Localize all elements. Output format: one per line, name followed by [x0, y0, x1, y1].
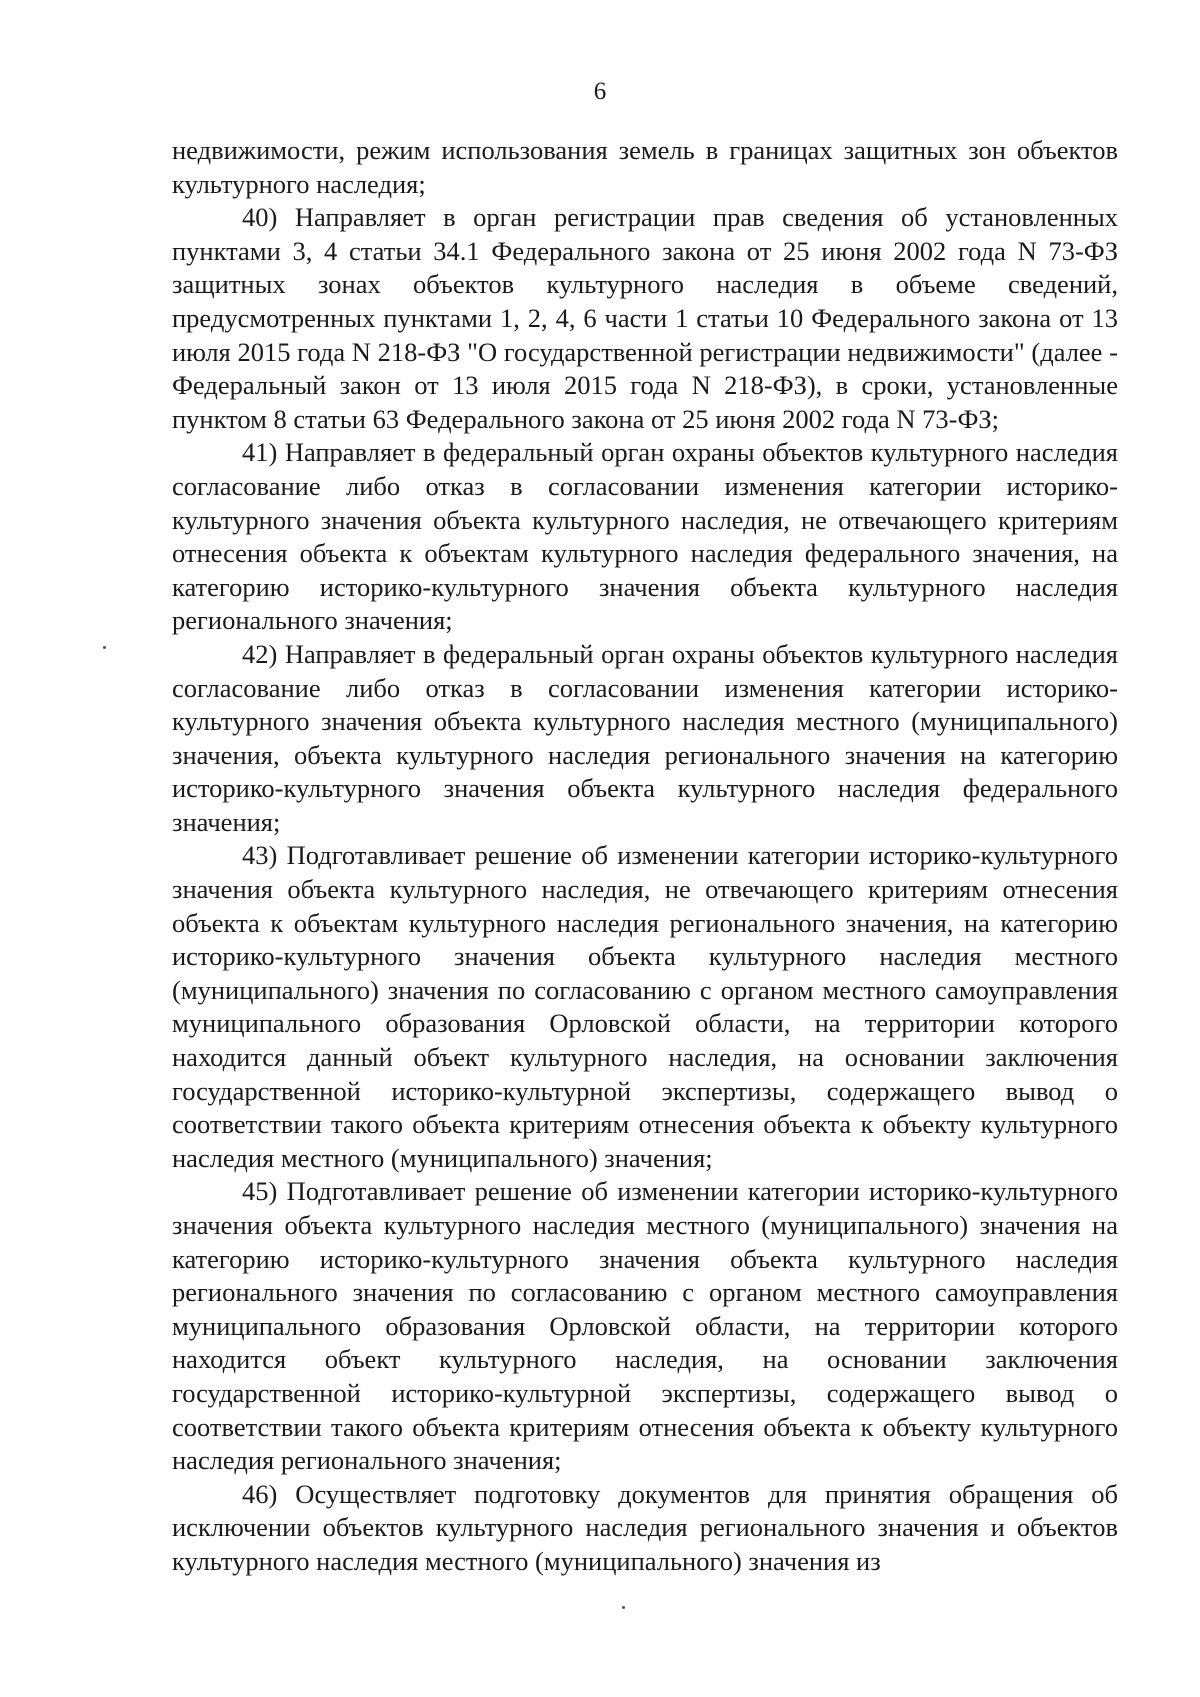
paragraph-item-46: 46) Осуществляет подготовку документов для принятия обращения об исключении объектов культурного наследия регионального значения и объектов культурного наследия местного (муниципального) значения из [172, 1478, 1118, 1576]
page-number: 6 [593, 78, 607, 105]
scan-speck-mark [103, 646, 106, 649]
paragraph-item-42: 42) Направляет в федеральный орган охраны объектов культурного наследия согласование либо отказ в согласовании изменения категории историко-культурного значения объекта культурного наследия местного (муниципального) значения, объекта культурного наследия регионального значения на категорию историко-культурного значения объекта культурного наследия федерального значения; [172, 638, 1118, 837]
scan-speck-mark [622, 1606, 625, 1609]
paragraph-item-41: 41) Направляет в федеральный орган охраны объектов культурного наследия согласование либо отказ в согласовании изменения категории историко-культурного значения объекта культурного наследия, не отвечающего критериям отнесения объекта к объектам культурного наследия федерального значения, на категорию историко-культурного значения объекта культурного наследия регионального значения; [172, 437, 1118, 636]
paragraph-item-40: 40) Направляет в орган регистрации прав сведения об установленных пунктами 3, 4 статьи 34.1 Федерального закона от 25 июня 2002 года N 73-ФЗ защитных зонах объектов культурного наследия в объеме сведений, предусмотренных пунктами 1, 2, 4, 6 части 1 статьи 10 Федерального закона от 13 июля 2015 года N 218-ФЗ "О государственной регистрации недвижимости" (далее - Федеральный закон от 13 июля 2015 года N 218-ФЗ), в сроки, установленные пунктом 8 статьи 63 Федерального закона от 25 июня 2002 года N 73-ФЗ; [172, 202, 1118, 434]
document-body [172, 134, 1118, 1579]
paragraph-continuation: недвижимости, режим использования земель в границах защитных зон объектов культурного наследия; [172, 135, 1118, 199]
paragraph-item-43: 43) Подготавливает решение об изменении категории историко-культурного значения объекта культурного наследия, не отвечающего критериям отнесения объекта к объектам культурного наследия регионального значения, на категорию историко-культурного значения объекта культурного наследия местного (муниципального) значения по согласованию с органом местного самоуправления муниципального образования Орловской области, на территории которого находится данный объект культурного наследия, на основании заключения государственной историко-культурной экспертизы, содержащего вывод о соответствии такого объекта критериям отнесения объекта к объекту культурного наследия местного (муниципального) значения; [172, 840, 1118, 1173]
paragraph-item-45: 45) Подготавливает решение об изменении категории историко-культурного значения объекта культурного наследия местного (муниципального) значения на категорию историко-культурного значения объекта культурного наследия регионального значения по согласованию с органом местного самоуправления муниципального образования Орловской области, на территории которого находится объект культурного наследия, на основании заключения государственной историко-культурной экспертизы, содержащего вывод о соответствии такого объекта критериям отнесения объекта к объекту культурного наследия регионального значения; [172, 1176, 1118, 1476]
